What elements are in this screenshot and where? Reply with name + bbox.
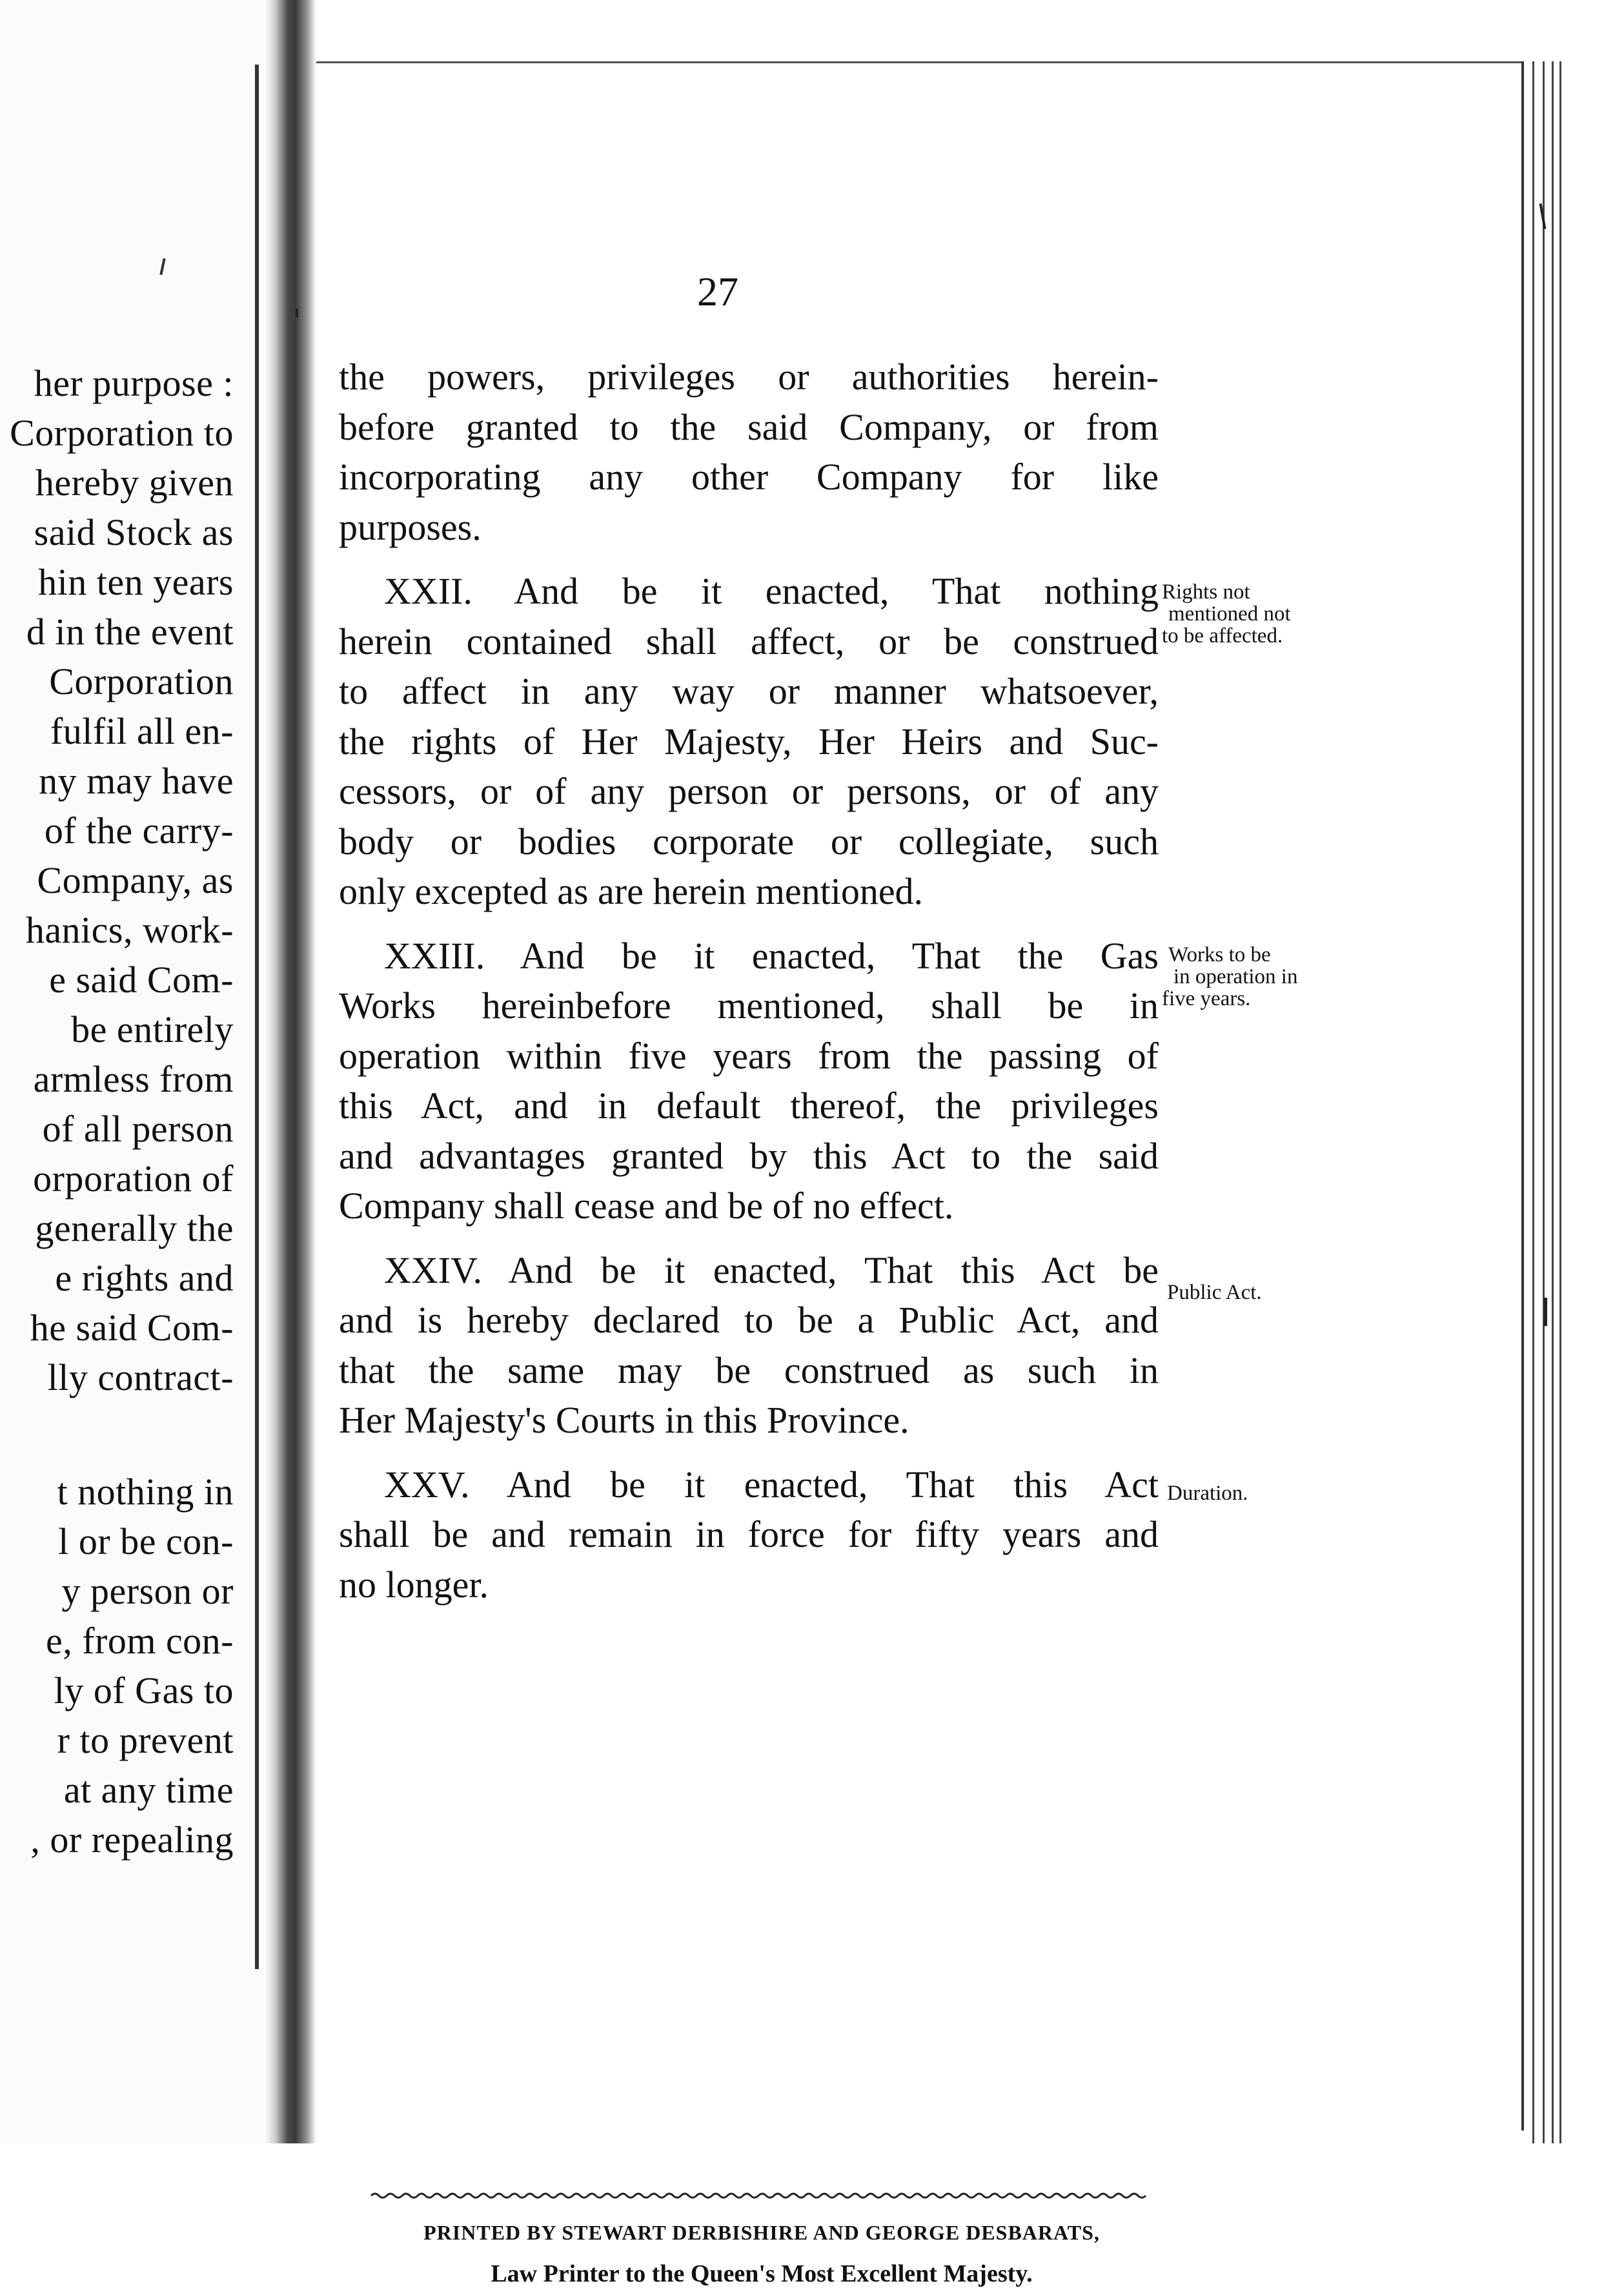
facing-line: , or repealing [30,1819,234,1861]
facing-line: her purpose : [34,362,234,404]
facing-line: at any time [63,1769,234,1811]
page-number: 27 [697,269,738,314]
margin-note-public-act [1167,1282,1262,1303]
text-line: this Act, and in default thereof, the privileges [339,1085,1159,1127]
facing-line: d in the event [26,611,234,653]
decorative-rule [371,2191,1152,2201]
facing-page [0,0,265,2143]
facing-page-edge [255,65,259,1969]
text-line: Her Majesty's Courts in this Province. [339,1399,909,1441]
facing-line: lly contract- [47,1356,234,1398]
facing-line: e, from con- [45,1620,234,1662]
text-line: only excepted as are herein mentioned. [339,870,924,912]
page-edge-line [1543,61,1545,2143]
page-edge-line [1532,61,1534,2143]
margin-note-line: five years. [1162,987,1251,1010]
stray-mark [1544,1298,1547,1326]
imprint-printers: PRINTED BY STEWART DERBISHIRE AND GEORGE DESBARATS, [423,2221,1100,2244]
text-line: and advantages granted by this Act to the said [339,1134,1159,1177]
text-line: body or bodies corporate or collegiate, such [339,820,1159,863]
body-text [339,352,1159,1624]
facing-page-text [0,358,234,1864]
facing-line: hin ten years [38,561,234,603]
text-line: before granted to the said Company, or from [339,405,1159,448]
section-xxv [339,1460,1159,1610]
page-edge-line [1559,61,1561,2143]
facing-line: Corporation to [10,412,234,454]
margin-note-rights [1162,581,1291,647]
text-line: XXV. And be it enacted, That this Act [384,1463,1159,1506]
facing-line: ny may have [39,760,234,802]
facing-line: t nothing in [57,1471,234,1513]
facing-line: said Stock as [34,511,234,553]
text-line: the powers, privileges or authorities herein- [339,356,1159,398]
facing-line: be entirely [71,1008,234,1050]
stray-mark [159,258,165,275]
paragraph [339,352,1159,552]
margin-note-line: in operation in [1173,965,1298,988]
margin-note-line: to be affected. [1162,624,1283,648]
facing-gap [0,1402,234,1467]
facing-line: hereby given [35,462,234,504]
section-xxiv [339,1245,1159,1445]
text-line: operation within five years from the passing of [339,1034,1159,1077]
text-line: that the same may be construed as such in [339,1349,1159,1391]
margin-note-line: mentioned not [1168,602,1291,626]
margin-note-line: Rights not [1162,580,1250,604]
facing-line: Company, as [37,859,234,901]
facing-line: Corporation [49,660,234,702]
facing-line: hanics, work- [25,909,234,951]
margin-note-line: Works to be [1168,943,1271,966]
text-line: shall be and remain in force for fifty years and [339,1513,1159,1555]
text-line: herein contained shall affect, or be construed [339,620,1159,662]
margin-note-line: Public Act. [1167,1281,1262,1304]
text-line: no longer. [339,1563,489,1606]
facing-line: y person or [61,1570,234,1612]
facing-line: armless from [33,1058,234,1100]
text-line: incorporating any other Company for like [339,456,1159,498]
facing-line: e rights and [55,1257,234,1299]
page-edge-line [1552,61,1554,2143]
book-gutter [265,0,316,2143]
text-line: to affect in any way or manner whatsoever, [339,670,1159,712]
facing-line: r to prevent [57,1719,234,1761]
facing-line: e said Com- [49,959,234,1001]
section-xxii [339,566,1159,917]
text-line: XXIII. And be it enacted, That the Gas [384,934,1159,977]
margin-note-line: Duration. [1167,1482,1248,1505]
stacked-page-edges [1523,61,1568,2140]
facing-line: fulfil all en- [50,710,234,752]
margin-note-works [1162,944,1297,1010]
facing-line: ly of Gas to [54,1670,234,1711]
facing-line: l or be con- [58,1520,234,1562]
facing-line: he said Com- [30,1307,234,1349]
section-xxiii [339,931,1159,1231]
page-edge-top [316,61,1523,63]
text-line: XXIV. And be it enacted, That this Act be [384,1249,1159,1291]
imprint-law-printer: Law Printer to the Queen's Most Excellent Majesty. [491,2260,1033,2287]
facing-line: orporation of [33,1158,234,1200]
stray-mark [296,309,298,318]
text-line: Works hereinbefore mentioned, shall be in [339,985,1159,1027]
text-line: and is hereby declared to be a Public Act, and [339,1299,1159,1341]
facing-line: of all person [42,1108,234,1150]
text-line: purposes. [339,506,482,548]
text-line: cessors, or of any person or persons, or of any [339,770,1159,812]
facing-line: generally the [35,1207,234,1249]
text-line: XXII. And be it enacted, That nothing [384,570,1159,612]
margin-note-duration [1167,1482,1248,1504]
facing-line: of the carry- [44,810,234,852]
text-line: the rights of Her Majesty, Her Heirs and Suc- [339,720,1159,762]
text-line: Company shall cease and be of no effect. [339,1185,954,1227]
